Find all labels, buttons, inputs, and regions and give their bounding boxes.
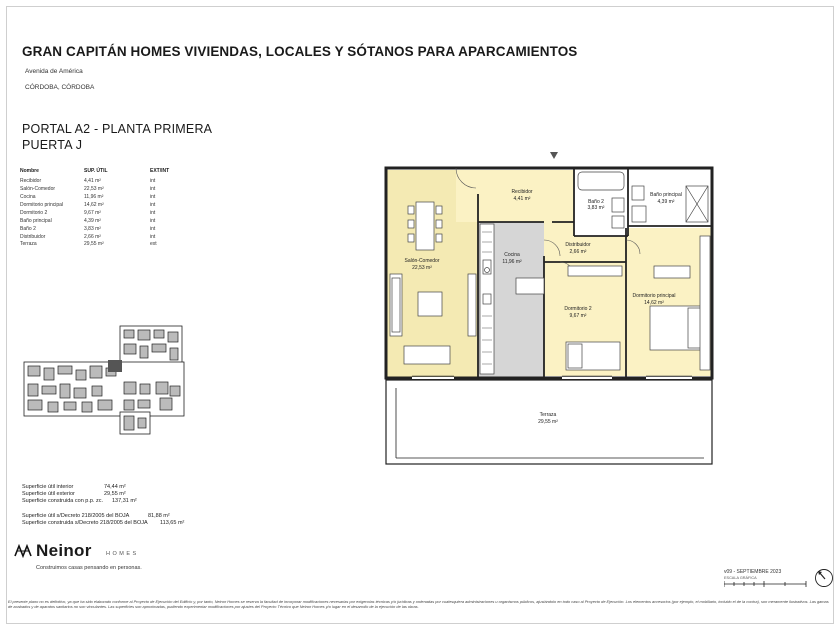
room-area: 11,96 m² (84, 194, 104, 201)
north-arrow-icon (814, 568, 834, 588)
room-type: int (150, 178, 156, 185)
coffee-table (418, 292, 442, 316)
summary-value: 113,65 m² (160, 520, 185, 526)
summary-label: Superficie útil interior (22, 484, 74, 490)
label-dormitorio2: Dormitorio 2 (564, 306, 592, 312)
rooms-table-header (20, 168, 190, 178)
scale-label: ESCALA GRÁFICA (724, 576, 757, 580)
toilet (612, 198, 624, 212)
summary-label: Superficie construida con p.p. zc. (22, 498, 104, 504)
room-type: int (150, 233, 156, 240)
table-row (20, 178, 190, 186)
entrance-arrow-icon (550, 152, 558, 159)
room-type: int (150, 209, 156, 216)
label-bano-principal-area: 4,39 m² (657, 199, 675, 205)
room-name: Dormitorio principal (20, 201, 64, 208)
bathtub (578, 172, 624, 190)
room-name: Salón-Comedor (20, 186, 56, 193)
brand-slogan: Construimos casas pensando en personas. (36, 565, 142, 571)
sink (612, 216, 624, 228)
label-distribuidor: Distribuidor (565, 242, 591, 248)
room-area: 9,67 m² (84, 209, 101, 216)
label-dormitorio-principal: Dormitorio principal (632, 293, 676, 299)
table-row (20, 186, 190, 194)
summary-label: Superficie útil exterior (22, 491, 75, 497)
summary-value: 29,55 m² (104, 491, 126, 497)
unit-highlight (108, 360, 122, 372)
label-salon-area: 22,53 m² (412, 265, 432, 271)
version-label: v09 - SEPTIEMBRE 2023 (724, 569, 782, 575)
summary-line (22, 491, 126, 497)
wardrobe-2 (700, 236, 710, 370)
summary-label: Superficie útil s/Decreto 218/2005 del BOJA (22, 513, 130, 519)
summary-line (22, 513, 170, 519)
label-cocina-area: 11,96 m² (502, 259, 522, 265)
table-row (20, 210, 190, 218)
room-name: Recibidor (20, 178, 42, 185)
room-name: Distribuidor (20, 233, 46, 240)
neinor-logo-icon (14, 544, 34, 558)
floor-plan (382, 148, 718, 470)
wardrobe (568, 266, 622, 276)
room-name: Baño principal (20, 217, 52, 224)
room-name: Baño 2 (20, 225, 36, 232)
room-name: Cocina (20, 194, 36, 201)
legal-disclaimer: El presente plano no es definitivo, ya que ha sido elaborado conforme al Proyecto de Ejecución del Edificio y, por tanto, Neinor Homes se reserva la facultad de incorporar modificaciones necesarias por exigencias técnicas y/o jurídicas y ordenadas por cualesquiera administraciones u organismos públicos, ajustándolo en todo caso al Proyecto de Ejecución. Los elementos accesorios (por ejemplo, el mobiliario, incluido el de la cocina), son meramente ilustrativos. Las gamas de acabados y de aparatos sanitarios no son vinculantes. Las superficies son aproximadas, pudiendo experimentar modificaciones por ajustes del Proyecto Técnico que Neinor Homes y/o lugar en el desarrollo de la ejecución de las obras. (8, 599, 829, 610)
tv-unit (468, 274, 476, 336)
room-type: int (150, 186, 156, 193)
room-area: 4,41 m² (84, 178, 101, 185)
room-area: 22,53 m² (84, 186, 104, 193)
graphic-scale-bar (724, 580, 808, 588)
room-type: int (150, 225, 156, 232)
project-title: GRAN CAPITÁN HOMES VIVIENDAS, LOCALES Y SÓTANOS PARA APARCAMIENTOS (22, 44, 578, 59)
label-distribuidor-area: 2,66 m² (569, 249, 587, 255)
room-type: ext (150, 241, 157, 248)
label-cocina: Cocina (504, 252, 520, 258)
room-type: int (150, 194, 156, 201)
summary-line (22, 520, 185, 526)
summary-value: 74,44 m² (104, 484, 126, 490)
dining-table (416, 202, 434, 250)
label-salon: Salón-Comedor (404, 258, 440, 264)
address-city: CÓRDOBA, CÓRDOBA (25, 84, 95, 91)
room-area: 2,66 m² (84, 233, 101, 240)
unit-portal-floor: PORTAL A2 - PLANTA PRIMERA (22, 122, 213, 136)
label-bano-principal: Baño principal (650, 192, 682, 198)
summary-line (22, 484, 126, 490)
summary-value: 81,88 m² (148, 513, 170, 519)
label-terraza-area: 29,55 m² (538, 419, 558, 425)
room-type: int (150, 201, 156, 208)
sofa-2 (404, 346, 450, 364)
brand-name: Neinor (36, 541, 92, 560)
room-type: int (150, 217, 156, 224)
table-row (20, 194, 190, 202)
table-row (20, 202, 190, 210)
key-plan-map (20, 322, 192, 436)
room-name: Dormitorio 2 (20, 209, 48, 216)
col-name-header: Nombre (20, 168, 39, 174)
room-area: 4,39 m² (84, 217, 101, 224)
summary-line (22, 498, 137, 504)
toilet-2 (632, 186, 644, 200)
address-street: Avenida de América (25, 68, 83, 75)
col-type-header: EXT/INT (150, 168, 170, 174)
table-row (20, 217, 190, 225)
table-row (20, 233, 190, 241)
room-area: 14,62 m² (84, 201, 104, 208)
sink-2 (632, 206, 646, 222)
room-name: Terraza (20, 241, 37, 248)
summary-value: 137,31 m² (112, 498, 137, 504)
label-recibidor: Recibidor (511, 189, 533, 195)
summary-label: Superficie construida s/Decreto 218/2005 del BOJA (22, 520, 148, 526)
room-area: 29,55 m² (84, 241, 104, 248)
brand-suffix: HOMES (106, 551, 139, 557)
rooms-table (20, 168, 190, 249)
table-row (20, 241, 190, 249)
label-dormitorio-principal-area: 14,62 m² (644, 300, 664, 306)
label-bano2-area: 3,83 m² (587, 205, 605, 211)
kitchen-island (516, 278, 544, 294)
room-area: 3,83 m² (84, 225, 101, 232)
table-row (20, 225, 190, 233)
unit-door: PUERTA J (22, 138, 83, 152)
col-area-header: SUP. ÚTIL (84, 168, 108, 174)
label-terraza: Terraza (539, 412, 557, 418)
label-bano2: Baño 2 (588, 199, 604, 205)
label-recibidor-area: 4,41 m² (513, 196, 531, 202)
room-dormitorio-principal-fill (626, 228, 712, 376)
label-dormitorio2-area: 9,67 m² (569, 313, 587, 319)
